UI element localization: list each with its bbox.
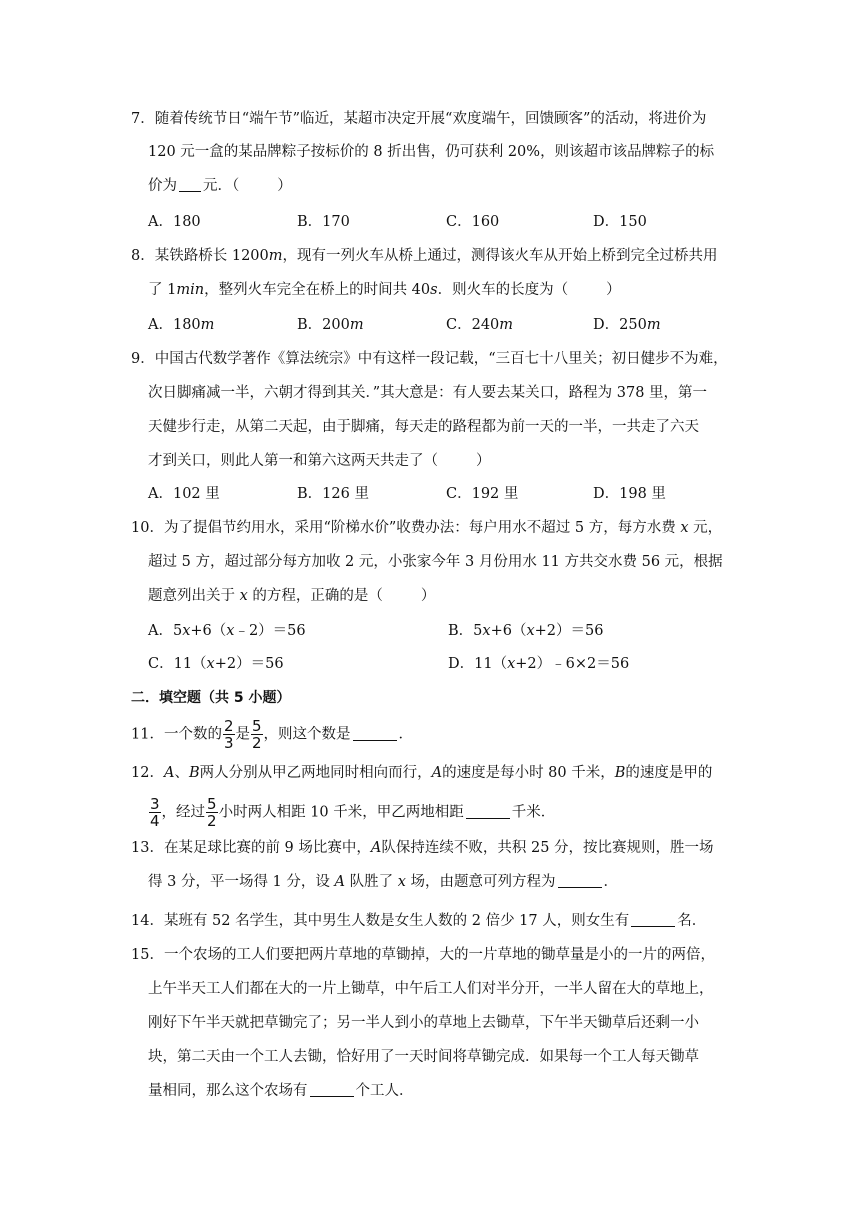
q10-text-3a: 题意列出关于 — [148, 588, 235, 604]
q13-var-a: A — [370, 840, 382, 856]
q10-option-b-post: +2）＝56 — [534, 623, 604, 639]
q14-number: 14． — [131, 913, 164, 929]
q15-line1 — [131, 945, 715, 965]
q7-line1 — [131, 109, 706, 129]
q8-line2 — [148, 280, 621, 300]
q12-text-2a: ，经过 — [161, 804, 206, 821]
q12-fraction-2 — [206, 796, 218, 829]
q12-answer-blank[interactable] — [466, 804, 510, 819]
q15-text-5a: 量相同，那么这个农场有 — [148, 1083, 308, 1099]
q13-var-x: x — [397, 874, 406, 890]
q10-option-a-pre: A．5 — [148, 623, 183, 639]
q9-line2 — [148, 383, 707, 403]
q15-line4 — [148, 1047, 699, 1067]
q10-option-a — [148, 621, 306, 641]
q9-text-3: 天健步行走，从第二天起，由于脚痛，每天走的路程都为前一天的一半，一共走了六天 — [148, 419, 699, 435]
q12-var-b-2: B — [614, 765, 626, 781]
q12-var-a-2: A — [431, 765, 443, 781]
q13-text-1b: 队保持连续不败，共积 25 分，按比赛规则，胜一场 — [381, 840, 714, 856]
q7-text-3a: 价为 — [148, 178, 177, 194]
q7-line3 — [148, 176, 292, 196]
q10-text-3b: 的方程，正确的是（ — [252, 588, 383, 604]
q10-option-d-post: +2）﹣6×2＝56 — [515, 656, 630, 672]
q12-var-a: A — [163, 765, 175, 781]
section-heading: 二．填空题（共 5 小题） — [131, 690, 291, 706]
q9-line1 — [131, 349, 728, 369]
q11-text-post: ，则这个数是 — [263, 726, 351, 743]
q9-option-b: B．126 里 — [297, 486, 369, 502]
q8-option-b-text: B．200 — [297, 317, 350, 333]
q12-var-b: B — [188, 765, 200, 781]
q7-text-3c: ） — [277, 178, 292, 194]
q8-text-1a: 某铁路桥长 1200 — [154, 248, 269, 264]
q12-frac2-den: 2 — [207, 812, 217, 830]
q13-answer-blank[interactable] — [558, 873, 602, 888]
q11-frac2-den: 2 — [252, 734, 262, 752]
q12-line2 — [148, 796, 555, 829]
q15-text-5b: 个工人． — [355, 1083, 414, 1099]
q10-option-c-x: x — [206, 656, 215, 672]
q11-answer-blank[interactable] — [353, 726, 397, 741]
q8-unit-m: m — [268, 248, 283, 264]
q10-option-a-x1: x — [182, 623, 191, 639]
q9-option-c: C．192 里 — [446, 486, 519, 502]
q9-option-a: A．102 里 — [148, 486, 220, 502]
q10-line1 — [131, 518, 722, 538]
q10-option-b-pre: B．5 — [448, 623, 483, 639]
q10-var-x-2: x — [239, 588, 248, 604]
q13-var-a-2: A — [334, 874, 345, 890]
q7-text-2: 120 元一盒的某品牌粽子按标价的 8 折出售，仍可获利 20%，则该超市该品牌粽子的标 — [148, 144, 715, 160]
q10-option-d-pre: D．11（ — [448, 656, 508, 672]
q8-text-1b: ，现有一列火车从桥上通过，测得该火车从开始上桥到完全过桥共用 — [282, 248, 718, 264]
q11-text-end: ． — [398, 726, 414, 743]
q12-sep: 、 — [174, 765, 189, 781]
q13-text-2a: 得 3 分，平一场得 1 分，设 — [148, 874, 330, 890]
q15-answer-blank[interactable] — [310, 1082, 354, 1097]
q10-line2 — [148, 552, 723, 572]
q7-option-c: C．160 — [446, 214, 500, 230]
q7-number: 7． — [131, 111, 155, 127]
q10-option-a-post: ﹣2）＝56 — [234, 623, 306, 639]
q7-option-d: D．150 — [593, 214, 647, 230]
q11-frac1-den: 3 — [223, 734, 234, 752]
q13-text-2d: ． — [603, 874, 618, 890]
q15-text-4: 块，第二天由一个工人去锄，恰好用了一天时间将草锄完成．如果每一个工人每天锄草 — [148, 1049, 699, 1065]
q10-option-c-post: +2）＝56 — [214, 656, 284, 672]
q8-option-c-unit: m — [499, 317, 514, 333]
q12-text-1a: 两人分别从甲乙两地同时相向而行， — [199, 765, 432, 781]
q13-text-1a: 在某足球比赛的前 9 场比赛中， — [163, 840, 371, 856]
q10-var-x: x — [680, 520, 689, 536]
q8-text-2d: ） — [606, 282, 621, 298]
q12-line1 — [131, 763, 712, 783]
q12-frac1-den: 4 — [150, 812, 160, 830]
q13-line1 — [131, 838, 714, 858]
q14-text: 某班有 52 名学生，其中男生人数是女生人数的 2 倍少 17 人，则女生有 — [163, 913, 630, 929]
q8-option-b-unit: m — [349, 317, 364, 333]
q8-option-a-unit: m — [200, 317, 215, 333]
q7-text-1: 随着传统节日“端午节”临近，某超市决定开展“欢度端午，回馈顾客”的活动，将进价为 — [154, 111, 707, 127]
q11-frac2-num: 5 — [252, 717, 262, 735]
q13-number: 13． — [131, 840, 164, 856]
q7-option-b: B．170 — [297, 214, 350, 230]
q14-line1 — [131, 911, 706, 931]
q7-answer-blank[interactable] — [179, 177, 201, 192]
q10-option-d-x: x — [507, 656, 516, 672]
q8-number: 8． — [131, 248, 155, 264]
q14-answer-blank[interactable] — [631, 912, 675, 927]
q9-text-4b: ） — [476, 453, 491, 469]
q12-text-1b: 的速度是每小时 80 千米， — [442, 765, 615, 781]
q12-text-2b: 小时两人相距 10 千米，甲乙两地相距 — [218, 804, 464, 821]
q12-fraction-1 — [149, 796, 161, 829]
q7-line2 — [148, 142, 714, 162]
q12-text-2c: 千米． — [511, 804, 556, 821]
q10-text-1b: 元， — [693, 520, 723, 536]
q12-frac1-num: 3 — [150, 795, 160, 813]
q15-line5 — [148, 1081, 414, 1101]
q12-text-1c: 的速度是甲的 — [625, 765, 713, 781]
q8-option-d-unit: m — [646, 317, 661, 333]
q11-text-mid: 是 — [235, 726, 250, 743]
q12-frac2-num: 5 — [207, 795, 217, 813]
q15-line3 — [148, 1013, 699, 1033]
q8-unit-min: min — [176, 282, 205, 298]
q8-unit-s: s — [430, 282, 438, 298]
q15-text-3: 刚好下午半天就把草锄完了；另一半人到小的草地上去锄草，下午半天锄草后还剩一小 — [148, 1015, 699, 1031]
q8-option-a — [148, 315, 214, 335]
q8-text-2b: ，整列火车完全在桥上的时间共 40 — [204, 282, 431, 298]
q15-line2 — [148, 979, 714, 999]
q8-line1 — [131, 246, 718, 266]
q9-text-2: 次日脚痛减一半，六朝才得到其关．”其大意是：有人要去某关口，路程为 378 里，第一 — [148, 385, 708, 401]
q9-option-d: D．198 里 — [593, 486, 666, 502]
q11-frac1-num: 2 — [223, 717, 234, 735]
q14-text-end: 名． — [677, 913, 707, 929]
q9-line4 — [148, 451, 491, 471]
q10-number: 10． — [131, 520, 164, 536]
q15-text-2: 上午半天工人们都在大的一片上锄草，中午后工人们对半分开，一半人留在大的草地上， — [148, 981, 714, 997]
q13-text-2c: 场，由题意可列方程为 — [410, 874, 556, 890]
q10-option-b-x1: x — [482, 623, 491, 639]
q8-option-d-text: D．250 — [593, 317, 647, 333]
q10-option-d — [448, 654, 629, 674]
q10-option-b-mid: +6（ — [490, 623, 527, 639]
q10-option-a-x2: x — [226, 623, 235, 639]
q7-text-3b: 元．（ — [203, 178, 240, 194]
q11-line1 — [131, 718, 413, 751]
q15-number: 15． — [131, 947, 164, 963]
q8-option-b — [297, 315, 364, 335]
q10-option-a-mid: +6（ — [190, 623, 227, 639]
q9-text-1: 中国古代数学著作《算法统宗》中有这样一段记载，“三百七十八里关；初日健步不为难， — [154, 351, 728, 367]
q9-line3 — [148, 417, 699, 437]
q7-option-a: A．180 — [148, 214, 201, 230]
q11-text-pre: 一个数的 — [163, 726, 222, 743]
q10-option-b-x2: x — [526, 623, 535, 639]
q11-number: 11． — [131, 726, 164, 743]
q10-text-3c: ） — [420, 588, 436, 604]
q8-option-a-text: A．180 — [148, 317, 201, 333]
q10-option-c — [148, 654, 284, 674]
q9-number: 9． — [131, 351, 155, 367]
q9-text-4a: 才到关口，则此人第一和第六这两天共走了（ — [148, 453, 438, 469]
q8-text-2a: 了 1 — [148, 282, 177, 298]
q8-option-c-text: C．240 — [446, 317, 500, 333]
q8-option-c — [446, 315, 513, 335]
q10-option-b — [448, 621, 603, 641]
q11-fraction-1 — [223, 718, 235, 751]
q15-text-1: 一个农场的工人们要把两片草地的草锄掉，大的一片草地的锄草量是小的一片的两倍， — [163, 947, 715, 963]
q10-text-2: 超过 5 方，超过部分每方加收 2 元，小张家今年 3 月份用水 11 方共交水费 56 元，根据 — [148, 554, 723, 570]
q8-option-d — [593, 315, 661, 335]
q8-text-2c: ．则火车的长度为（ — [437, 282, 569, 298]
q10-text-1a: 为了提倡节约用水，采用“阶梯水价”收费办法：每户用水不超过 5 方，每方水费 — [163, 520, 676, 536]
q12-number: 12． — [131, 765, 164, 781]
q13-line2 — [148, 872, 618, 892]
q11-fraction-2 — [251, 718, 263, 751]
q13-text-2b: 队胜了 — [349, 874, 394, 890]
q10-line3 — [148, 586, 435, 606]
q10-option-c-pre: C．11（ — [148, 656, 207, 672]
